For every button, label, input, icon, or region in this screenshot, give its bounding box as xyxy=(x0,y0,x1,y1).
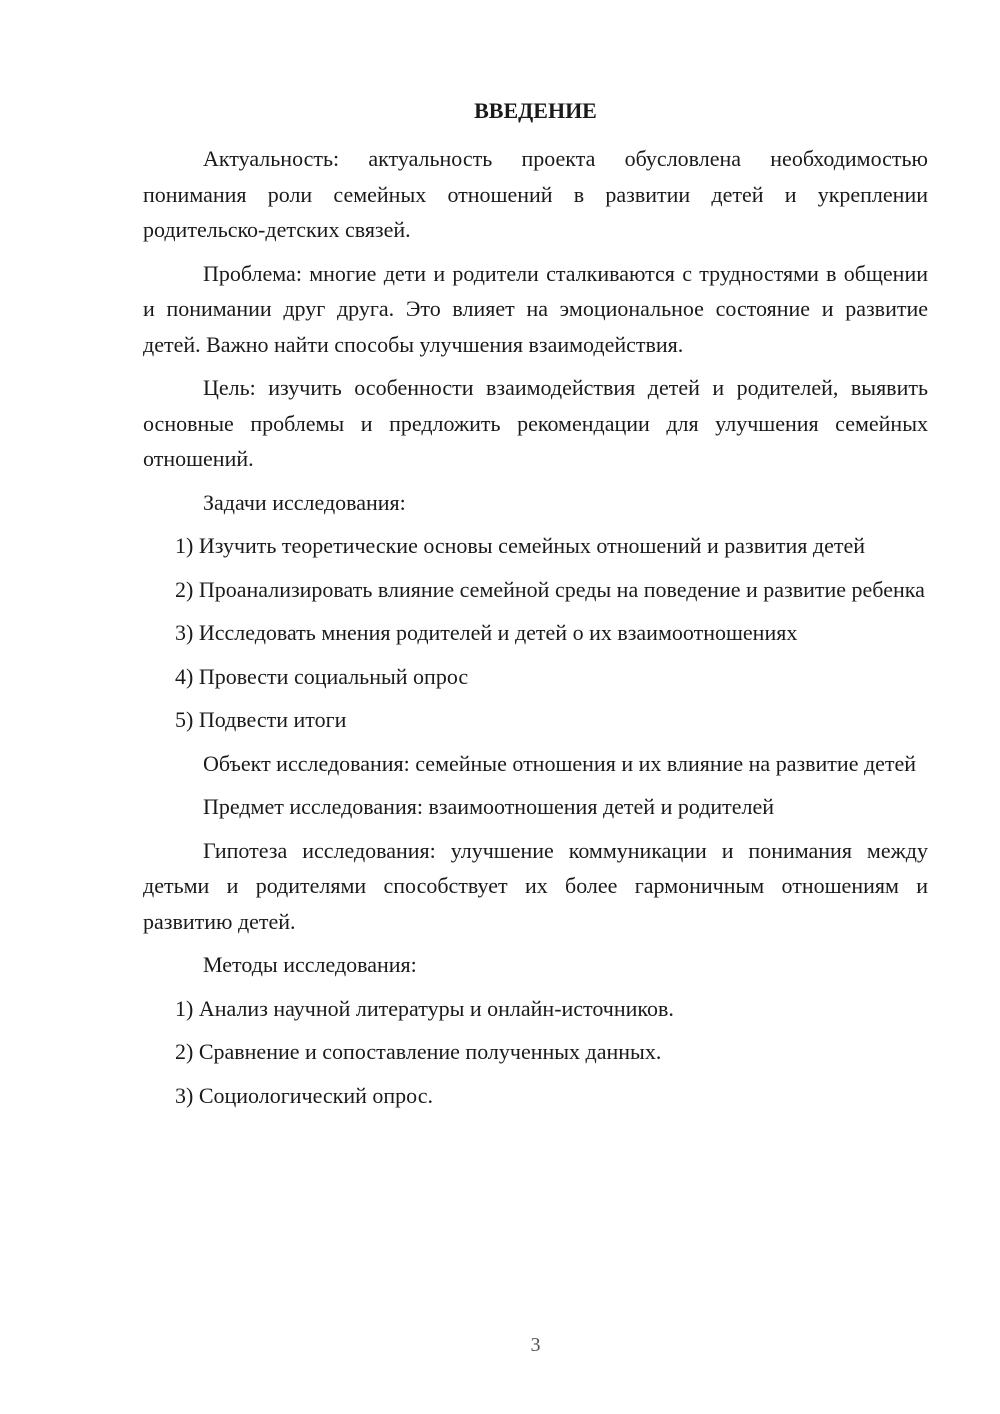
paragraph-object: Объект исследования: семейные отношения и их влияние на развитие детей xyxy=(203,750,917,776)
list-item-task-1: 1) Изучить теоретические основы семейных отношений и развития детей xyxy=(175,533,866,558)
paragraph-problem: Проблема: многие дети и родители сталкиваются с трудностями в общении и понимании друг друга. Это влияет на эмоциональное состояние и развитие детей. Важно найти способы улучшения взаимодействия. xyxy=(143,260,928,357)
section-title: ВВЕДЕНИЕ xyxy=(474,98,597,123)
list-item-task-3: 3) Исследовать мнения родителей и детей о их взаимоотношениях xyxy=(175,620,798,645)
document-body xyxy=(143,141,928,1121)
list-item-task-4: 4) Провести социальный опрос xyxy=(175,663,469,689)
paragraph-tasks-heading: Задачи исследования: xyxy=(203,489,406,515)
list-item-method-2: 2) Сравнение и сопоставление полученных данных. xyxy=(175,1039,662,1064)
paragraph-methods-heading: Методы исследования: xyxy=(203,952,417,977)
paragraph-relevance: Актуальность: актуальность проекта обусловлена необходимостью понимания роли семейных отношений в развитии детей и укреплении родительско-детских связей. xyxy=(143,146,928,242)
list-item-task-2: 2) Проанализировать влияние семейной среды на поведение и развитие ребенка xyxy=(175,576,925,602)
paragraph-hypothesis: Гипотеза исследования: улучшение коммуникации и понимания между детьми и родителями способствует их более гармоничным отношениям и развитию детей. xyxy=(143,837,928,934)
list-item-method-1: 1) Анализ научной литературы и онлайн-источников. xyxy=(175,995,674,1021)
paragraph-goal: Цель: изучить особенности взаимодействия детей и родителей, выявить основные проблемы и предложить рекомендации для улучшения семейных отношений. xyxy=(143,375,928,471)
document-page xyxy=(143,0,928,1414)
paragraph-subject: Предмет исследования: взаимоотношения детей и родителей xyxy=(203,794,775,819)
list-item-task-5: 5) Подвести итоги xyxy=(175,707,347,732)
page-number: 3 xyxy=(530,1334,541,1356)
list-item-method-3: 3) Социологический опрос. xyxy=(175,1082,433,1108)
